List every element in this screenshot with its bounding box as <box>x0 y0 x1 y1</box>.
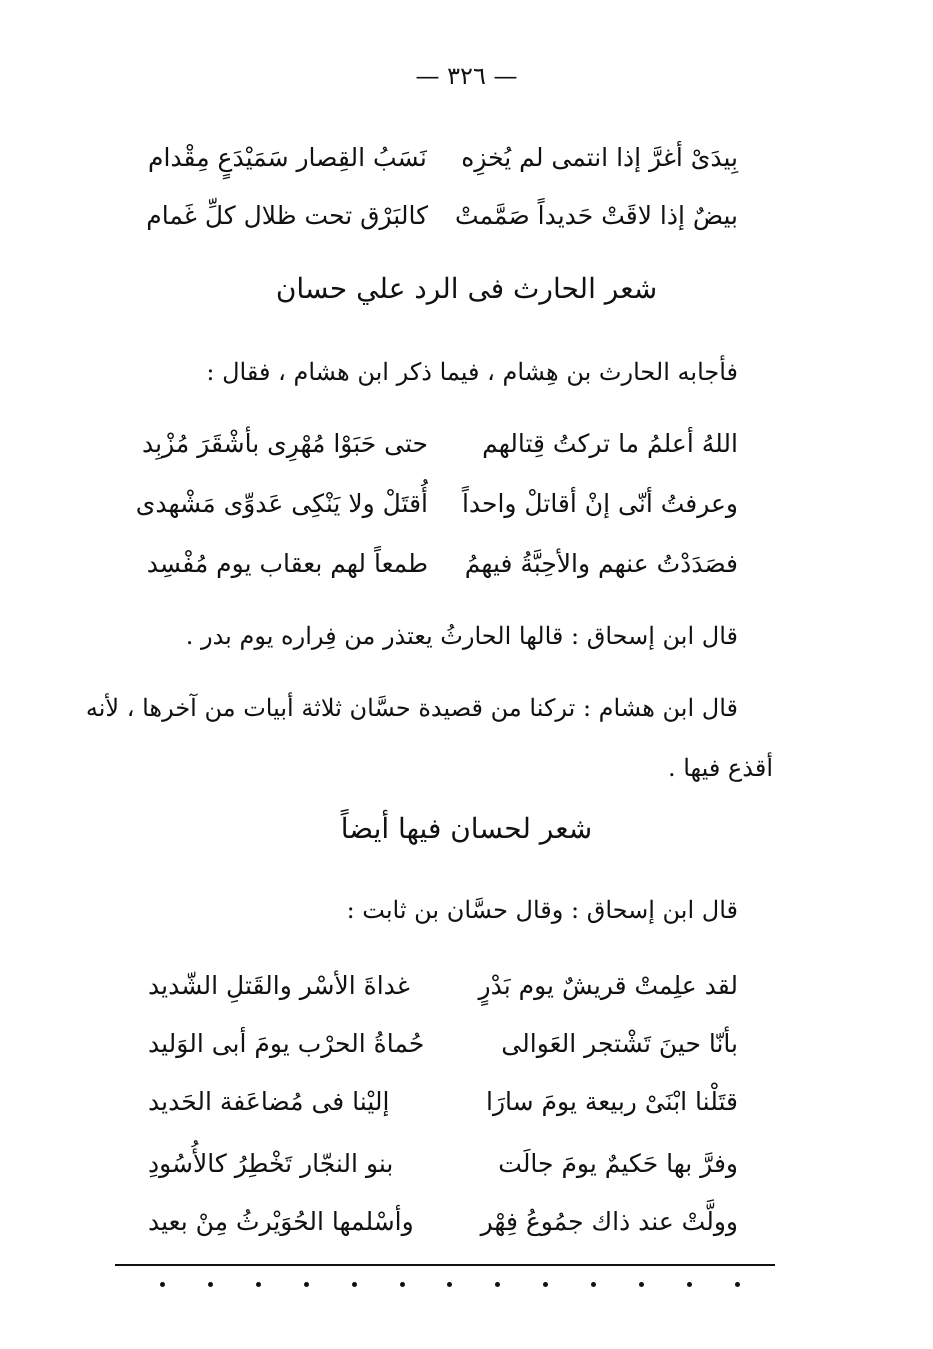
verse-line <box>148 1080 738 1124</box>
verse-first-hemistich: اللهُ أعلمُ ما تركتُ قِتالهم <box>482 429 738 458</box>
footer-dot <box>352 1282 357 1287</box>
verse-line <box>148 542 738 586</box>
verse-second-hemistich: بنو النجّار تَخْطِرُ كالأُسُودِ <box>148 1149 394 1178</box>
verse-first-hemistich: لقد علِمتْ قريشٌ يوم بَدْرٍ <box>478 971 738 1000</box>
footer-dot <box>208 1282 213 1287</box>
footer-dot <box>495 1282 500 1287</box>
footer-dot <box>447 1282 452 1287</box>
note-paragraph-continuation: أقذع فيها . <box>667 754 773 782</box>
footer-dot <box>591 1282 596 1287</box>
footer-dot <box>543 1282 548 1287</box>
verse-first-hemistich: فصَدَدْتُ عنهم والأحِبَّةُ فيهمُ <box>464 549 738 578</box>
verse-line <box>148 136 738 180</box>
footer-dot <box>256 1282 261 1287</box>
verse-second-hemistich: أُقتَلْ ولا يَنْكِى عَدوِّى مَشْهدى <box>135 489 428 518</box>
footer-dot <box>400 1282 405 1287</box>
verse-second-hemistich: نَسَبُ القِصار سَمَيْدَعٍ مِقْدام <box>148 143 427 172</box>
verse-line <box>148 1142 738 1186</box>
footer-dot <box>687 1282 692 1287</box>
page-number: — ٣٢٦ — <box>415 62 518 90</box>
verse-second-hemistich: كالبَرْق تحت ظلال كلِّ غَمام <box>146 201 428 230</box>
verse-first-hemistich: بأنّا حينَ تَشْتجر العَوالى <box>501 1029 738 1058</box>
verse-second-hemistich: غداةَ الأسْر والقَتلِ الشّديد <box>148 971 410 1000</box>
verse-second-hemistich: حُماةُ الحرْب يومَ أبى الوَليد <box>148 1029 425 1058</box>
verse-line <box>148 964 738 1008</box>
verse-first-hemistich: بيضٌ إذا لاقَتْ حَديداً صَمَّمتْ <box>455 201 738 230</box>
footer-dot <box>639 1282 644 1287</box>
note-paragraph: قال ابن هشام : تركنا من قصيدة حسَّان ثلاثة أبيات من آخرها ، لأنه <box>85 694 738 722</box>
section-heading-hassan: شعر لحسان فيها أيضاً <box>340 812 593 845</box>
verse-first-hemistich: وعرفتُ أنّى إنْ أقاتلْ واحداً <box>461 489 738 518</box>
verse-second-hemistich: طمعاً لهم بعقاب يوم مُفْسِد <box>146 549 428 578</box>
verse-first-hemistich: وفرَّ بها حَكيمٌ يومَ جالَت <box>498 1149 738 1178</box>
intro-paragraph: قال ابن إسحاق : وقال حسَّان بن ثابت : <box>346 896 738 924</box>
verse-first-hemistich: بِيدَىْ أغرَّ إذا انتمى لم يُخزِه <box>461 143 738 172</box>
verse-line <box>142 422 738 466</box>
verse-line <box>148 1022 738 1066</box>
verse-line <box>148 194 738 238</box>
verse-first-hemistich: قتَلْنا ابْنَىْ ربيعة يومَ سارَا <box>486 1087 738 1116</box>
verse-line <box>148 1200 738 1244</box>
verse-second-hemistich: حتى حَبَوْا مُهْرِى بأشْقَرَ مُزْبِد <box>142 429 428 458</box>
footer-dots <box>160 1282 740 1287</box>
verse-first-hemistich: وولَّتْ عند ذاك جمُوعُ فِهْر <box>480 1207 738 1236</box>
footer-dot <box>304 1282 309 1287</box>
note-paragraph: قال ابن إسحاق : قالها الحارثُ يعتذر من فِراره يوم بدر . <box>185 622 738 650</box>
footer-dot <box>735 1282 740 1287</box>
verse-second-hemistich: وأسْلمها الحُوَيْرثُ مِنْ بعيد <box>148 1207 414 1236</box>
section-heading-harith: شعر الحارث فى الرد علي حسان <box>275 272 658 305</box>
verse-line <box>135 482 738 526</box>
verse-second-hemistich: إليْنا فى مُضاعَفة الحَديد <box>148 1087 390 1116</box>
footer-rule <box>115 1264 775 1266</box>
footer-dot <box>160 1282 165 1287</box>
intro-paragraph: فأجابه الحارث بن هِشام ، فيما ذكر ابن هشام ، فقال : <box>206 358 738 386</box>
